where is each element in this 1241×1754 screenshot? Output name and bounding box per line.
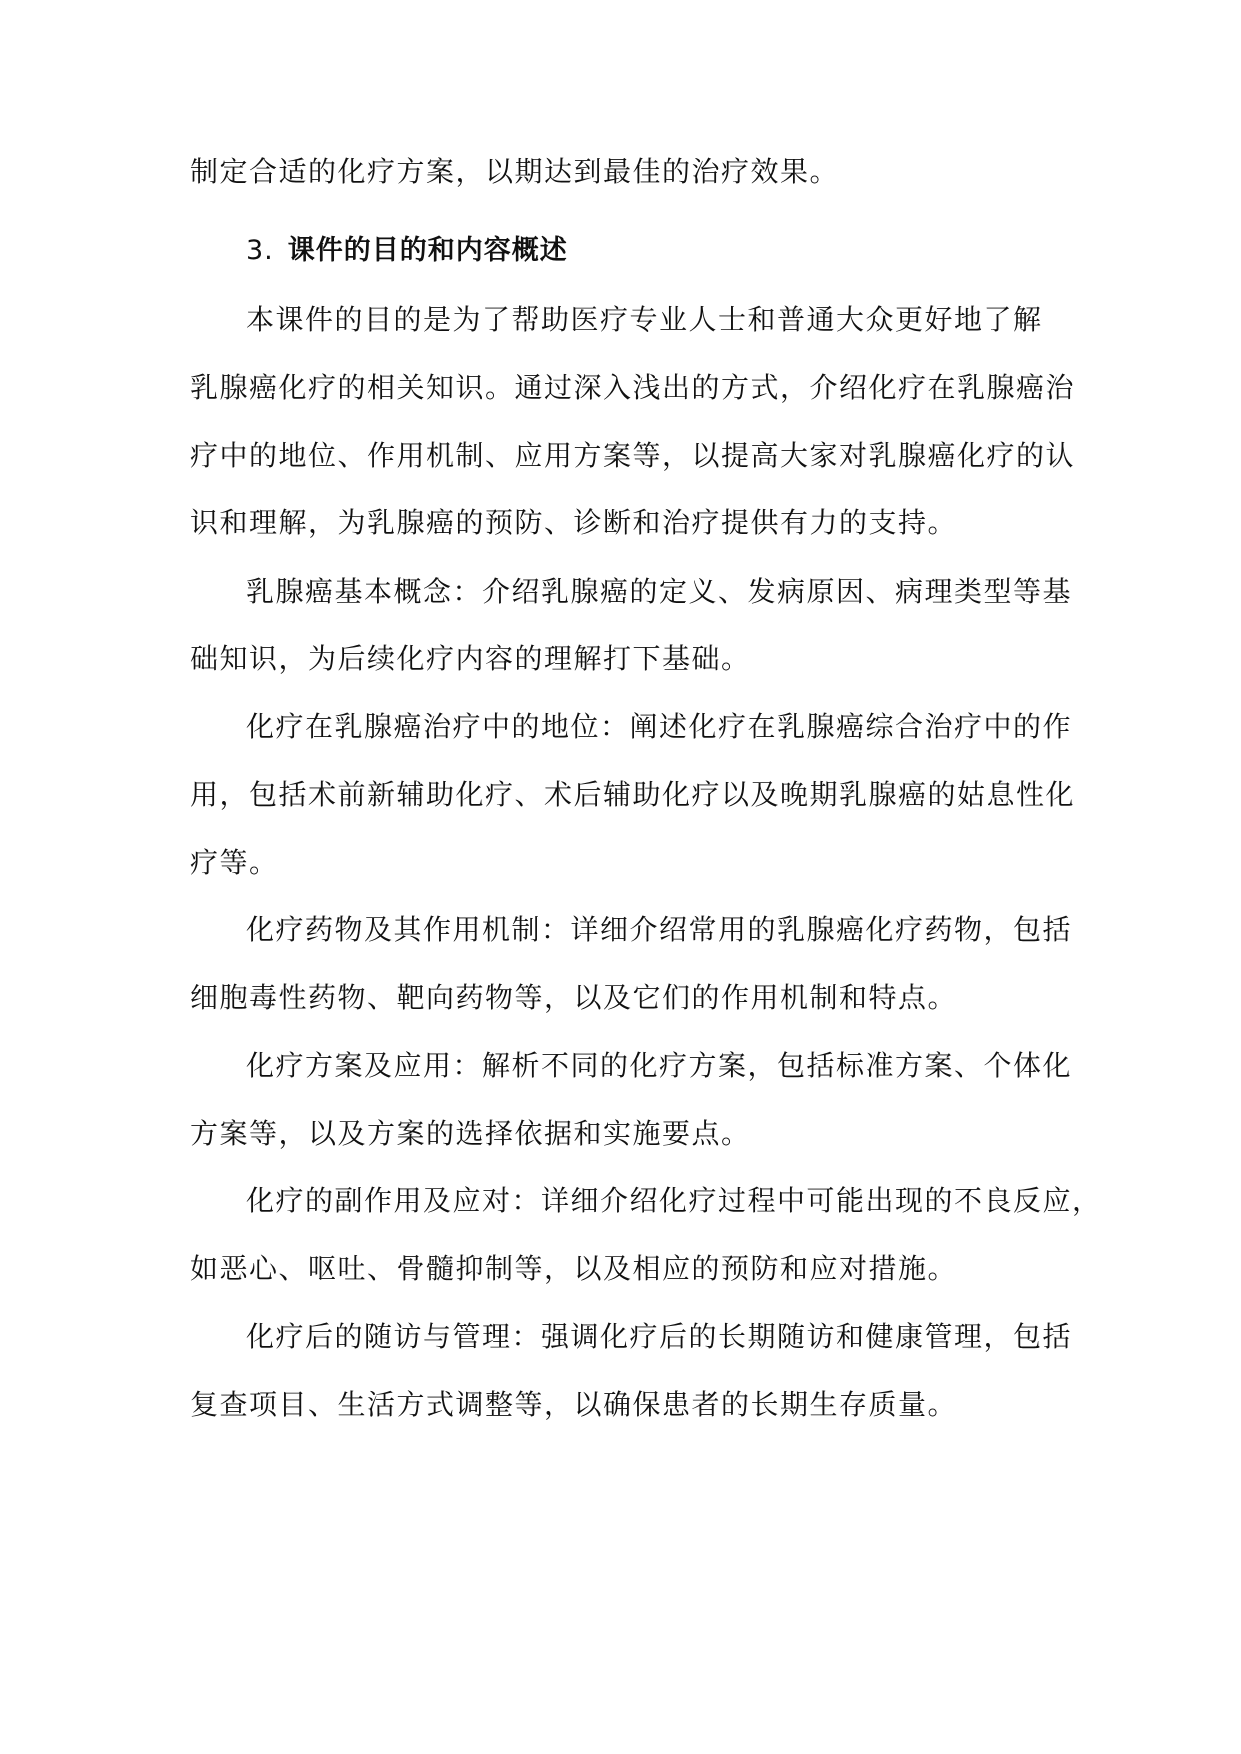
paragraph-line: 化疗方案及应用：解析不同的化疗方案，包括标准方案、个体化 xyxy=(246,1049,1073,1082)
section-heading xyxy=(246,231,568,271)
section-number: 3. xyxy=(246,235,274,266)
paragraph-line: 化疗后的随访与管理：强调化疗后的长期随访和健康管理，包括 xyxy=(246,1320,1073,1353)
paragraph-line: 乳腺癌基本概念：介绍乳腺癌的定义、发病原因、病理类型等基 xyxy=(246,575,1073,608)
section-title: 课件的目的和内容概述 xyxy=(287,235,568,266)
paragraph-line: 乳腺癌化疗的相关知识。通过深入浅出的方式，介绍化疗在乳腺癌治 xyxy=(190,371,1076,404)
paragraph-line: 细胞毒性药物、靶向药物等，以及它们的作用机制和特点。 xyxy=(190,981,958,1014)
paragraph-line: 础知识，为后续化疗内容的理解打下基础。 xyxy=(190,642,751,675)
paragraph-line: 化疗药物及其作用机制：详细介绍常用的乳腺癌化疗药物，包括 xyxy=(246,913,1073,946)
paragraph-line: 复查项目、生活方式调整等，以确保患者的长期生存质量。 xyxy=(190,1388,958,1421)
intro-line: 制定合适的化疗方案，以期达到最佳的治疗效果。 xyxy=(190,155,840,188)
paragraph-line: 如恶心、呕吐、骨髓抑制等，以及相应的预防和应对措施。 xyxy=(190,1252,958,1285)
paragraph-line: 识和理解，为乳腺癌的预防、诊断和治疗提供有力的支持。 xyxy=(190,506,958,539)
paragraph-line: 用，包括术前新辅助化疗、术后辅助化疗以及晚期乳腺癌的姑息性化 xyxy=(190,778,1076,811)
paragraph-line: 化疗在乳腺癌治疗中的地位：阐述化疗在乳腺癌综合治疗中的作 xyxy=(246,710,1073,743)
paragraph-line: 本课件的目的是为了帮助医疗专业人士和普通大众更好地了解 xyxy=(246,303,1043,336)
paragraph-line: 化疗的副作用及应对：详细介绍化疗过程中可能出现的不良反应， xyxy=(246,1184,1102,1217)
paragraph-line: 疗等。 xyxy=(190,846,279,879)
paragraph-line: 方案等，以及方案的选择依据和实施要点。 xyxy=(190,1117,751,1150)
paragraph-line: 疗中的地位、作用机制、应用方案等，以提高大家对乳腺癌化疗的认 xyxy=(190,439,1076,472)
